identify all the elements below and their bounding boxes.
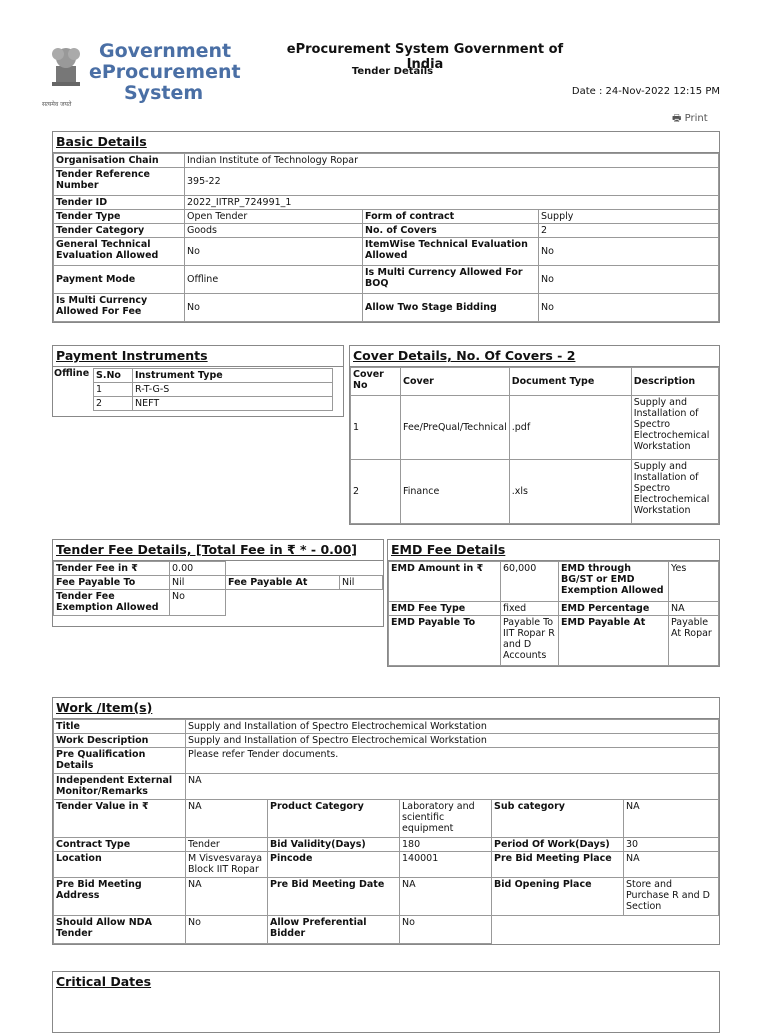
label: Pre Bid Meeting Place bbox=[492, 852, 624, 878]
emd-fee-title: EMD Fee Details bbox=[388, 540, 719, 561]
logo-line2: eProcurement bbox=[89, 61, 241, 83]
label: Allow Two Stage Bidding bbox=[363, 294, 539, 322]
label: Is Multi Currency Allowed For Fee bbox=[54, 294, 185, 322]
table-row: 1 Fee/PreQual/Technical .pdf Supply and Installation of Spectro Electrochemical Workstation bbox=[351, 396, 719, 460]
label: General Technical Evaluation Allowed bbox=[54, 238, 185, 266]
payment-mode: Offline bbox=[54, 368, 90, 379]
label: Payment Mode bbox=[54, 266, 185, 294]
value: fixed bbox=[501, 602, 559, 616]
col-header-type: Instrument Type bbox=[133, 369, 333, 383]
value: 30 bbox=[624, 838, 719, 852]
critical-dates-title: Critical Dates bbox=[56, 974, 152, 989]
print-button[interactable] bbox=[672, 111, 708, 128]
label: Tender Category bbox=[54, 224, 185, 238]
label: EMD Fee Type bbox=[389, 602, 501, 616]
value: No bbox=[539, 294, 719, 322]
date-label: Date : 24-Nov-2022 12:15 PM bbox=[571, 86, 720, 97]
value: NA bbox=[400, 878, 492, 916]
tender-fee-title: Tender Fee Details, [Total Fee in ₹ * - 0.00] bbox=[53, 540, 383, 561]
label: Independent External Monitor/Remarks bbox=[54, 774, 186, 800]
page-title: Tender Details bbox=[351, 66, 434, 77]
payment-instruments-title: Payment Instruments bbox=[53, 346, 343, 367]
label: Pre Bid Meeting Date bbox=[268, 878, 400, 916]
value: Supply and Installation of Spectro Electrochemical Workstation bbox=[186, 734, 719, 748]
table-row: 2 Finance .xls Supply and Installation of Spectro Electrochemical Workstation bbox=[351, 460, 719, 524]
site-title: eProcurement System Government of India bbox=[286, 42, 564, 72]
label: Bid Validity(Days) bbox=[268, 838, 400, 852]
label: Fee Payable At bbox=[226, 576, 340, 590]
value: Yes bbox=[669, 562, 719, 602]
payment-instruments-section bbox=[52, 345, 344, 417]
value: NA bbox=[624, 800, 719, 838]
label: Pincode bbox=[268, 852, 400, 878]
label: No. of Covers bbox=[363, 224, 539, 238]
label: Contract Type bbox=[54, 838, 186, 852]
value: M Visvesvaraya Block IIT Ropar bbox=[186, 852, 268, 878]
value: 140001 bbox=[400, 852, 492, 878]
value: No bbox=[185, 238, 363, 266]
logo-line3: System bbox=[124, 82, 204, 104]
value: 2022_IITRP_724991_1 bbox=[185, 196, 719, 210]
emd-fee-section bbox=[387, 539, 720, 667]
emblem-caption: सत्यमेव जयते bbox=[42, 101, 72, 108]
table-row: 1 R-T-G-S bbox=[94, 383, 333, 397]
value: Payable To IIT Ropar R and D Accounts bbox=[501, 616, 559, 666]
value: No bbox=[186, 916, 268, 944]
value: 60,000 bbox=[501, 562, 559, 602]
label: Pre Qualification Details bbox=[54, 748, 186, 774]
value: 2 bbox=[539, 224, 719, 238]
label: Tender Fee Exemption Allowed bbox=[54, 590, 170, 616]
label: Work Description bbox=[54, 734, 186, 748]
value: Supply and Installation of Spectro Electrochemical Workstation bbox=[186, 720, 719, 734]
value: Offline bbox=[185, 266, 363, 294]
value: 395-22 bbox=[185, 168, 719, 196]
label: EMD through BG/ST or EMD Exemption Allowed bbox=[559, 562, 669, 602]
value: Payable At Ropar bbox=[669, 616, 719, 666]
label: Location bbox=[54, 852, 186, 878]
value: Laboratory and scientific equipment bbox=[400, 800, 492, 838]
col-header-sno: S.No bbox=[94, 369, 133, 383]
table-row: 2 NEFT bbox=[94, 397, 333, 411]
label: Should Allow NDA Tender bbox=[54, 916, 186, 944]
label: Organisation Chain bbox=[54, 154, 185, 168]
cover-details-title: Cover Details, No. Of Covers - 2 bbox=[350, 346, 719, 367]
label: EMD Payable To bbox=[389, 616, 501, 666]
label: Sub category bbox=[492, 800, 624, 838]
value: Tender bbox=[186, 838, 268, 852]
col-header: Document Type bbox=[509, 368, 631, 396]
work-items-title: Work /Item(s) bbox=[53, 698, 719, 719]
value: 180 bbox=[400, 838, 492, 852]
label: Tender Type bbox=[54, 210, 185, 224]
value: No bbox=[185, 294, 363, 322]
value: Open Tender bbox=[185, 210, 363, 224]
value: NA bbox=[186, 878, 268, 916]
work-items-section bbox=[52, 697, 720, 945]
value: 0.00 bbox=[170, 562, 226, 576]
label: Tender ID bbox=[54, 196, 185, 210]
value: Store and Purchase R and D Section bbox=[624, 878, 719, 916]
value: NA bbox=[186, 774, 719, 800]
label: Title bbox=[54, 720, 186, 734]
tender-fee-section bbox=[52, 539, 384, 627]
label: EMD Percentage bbox=[559, 602, 669, 616]
value: NA bbox=[186, 800, 268, 838]
logo-line1: Government bbox=[99, 40, 232, 62]
col-header: Description bbox=[631, 368, 718, 396]
label: Form of contract bbox=[363, 210, 539, 224]
label: Fee Payable To bbox=[54, 576, 170, 590]
basic-details-title: Basic Details bbox=[53, 132, 719, 153]
cover-details-section bbox=[349, 345, 720, 525]
col-header: Cover No bbox=[351, 368, 401, 396]
label: Allow Preferential Bidder bbox=[268, 916, 400, 944]
value: Supply bbox=[539, 210, 719, 224]
value: Please refer Tender documents. bbox=[186, 748, 719, 774]
label: Period Of Work(Days) bbox=[492, 838, 624, 852]
label: Pre Bid Meeting Address bbox=[54, 878, 186, 916]
value: Indian Institute of Technology Ropar bbox=[185, 154, 719, 168]
label: EMD Amount in ₹ bbox=[389, 562, 501, 602]
label: Tender Value in ₹ bbox=[54, 800, 186, 838]
print-label: Print bbox=[684, 113, 708, 124]
label: Bid Opening Place bbox=[492, 878, 624, 916]
basic-details-section bbox=[52, 131, 720, 323]
value: Goods bbox=[185, 224, 363, 238]
value: Nil bbox=[170, 576, 226, 590]
value: No bbox=[539, 266, 719, 294]
value: No bbox=[539, 238, 719, 266]
label: Is Multi Currency Allowed For BOQ bbox=[363, 266, 539, 294]
value: No bbox=[400, 916, 492, 944]
value: NA bbox=[624, 852, 719, 878]
label: Tender Reference Number bbox=[54, 168, 185, 196]
printer-icon: 🖶 bbox=[672, 113, 682, 124]
value: No bbox=[170, 590, 226, 616]
label: Tender Fee in ₹ bbox=[54, 562, 170, 576]
label: EMD Payable At bbox=[559, 616, 669, 666]
label: ItemWise Technical Evaluation Allowed bbox=[363, 238, 539, 266]
emblem-logo bbox=[44, 40, 88, 98]
value: Nil bbox=[340, 576, 383, 590]
col-header: Cover bbox=[401, 368, 510, 396]
label: Product Category bbox=[268, 800, 400, 838]
value: NA bbox=[669, 602, 719, 616]
